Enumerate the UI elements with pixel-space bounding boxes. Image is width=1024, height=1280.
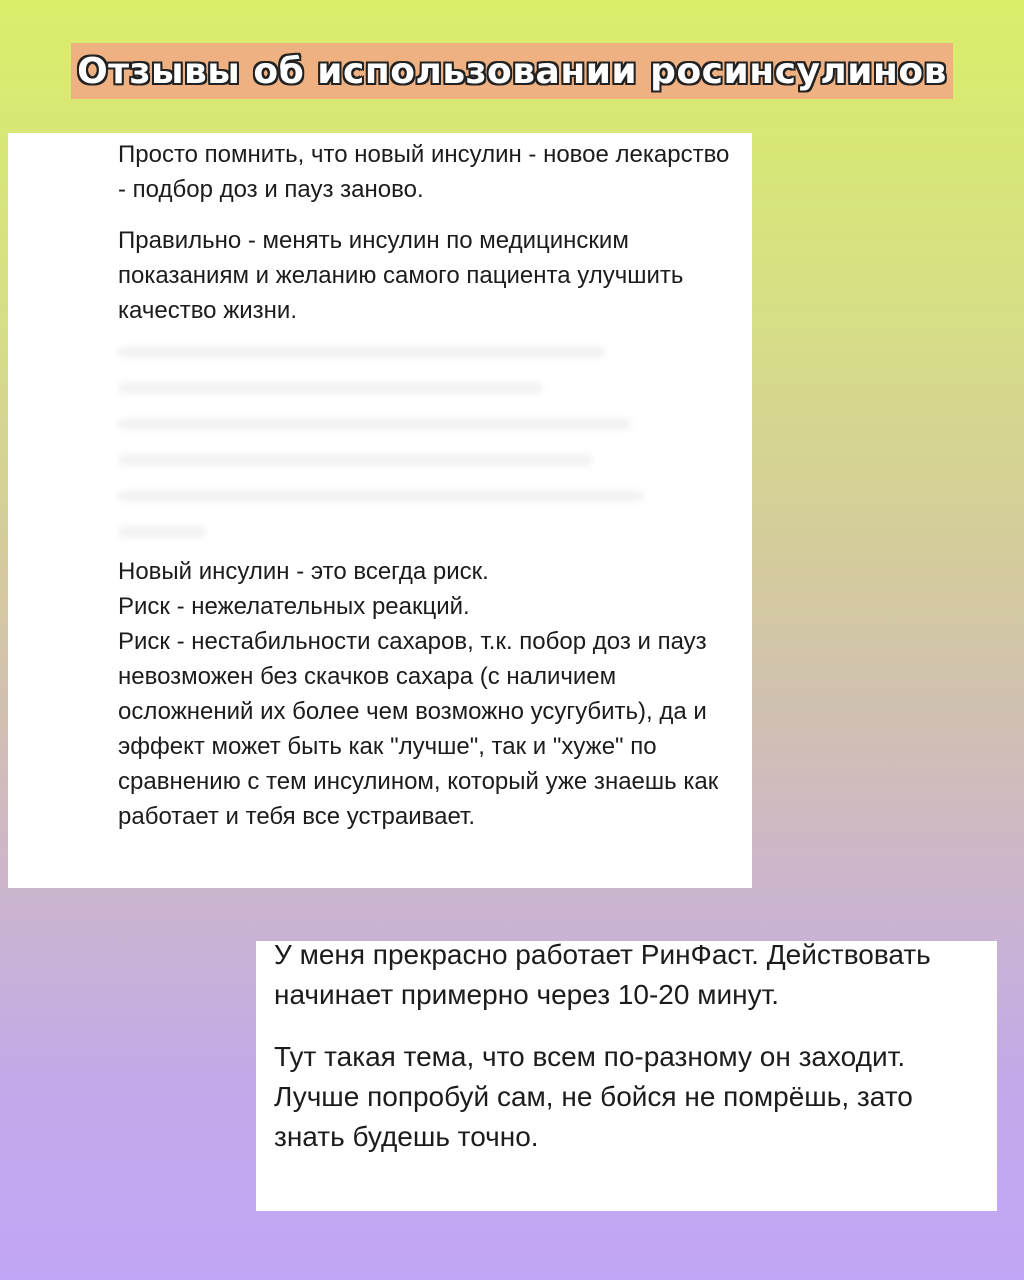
blurred-line (118, 346, 606, 358)
review-1-line-3: Риск - нестабильности сахаров, т.к. побор доз и пауз невозможен без скачков сахара (с наличием осложнений их более чем возможно усугубить), да и эффект может быть как "лучше", так и "хуже" по сравнению с тем инсулином, который уже знаешь как работает и тебя все устраивает. (118, 628, 719, 830)
blurred-line (118, 382, 543, 394)
paragraph-gap (274, 1015, 984, 1037)
review-1-line-1: Новый инсулин - это всегда риск. (118, 558, 489, 585)
review-card-2 (256, 941, 997, 1211)
review-2-paragraph-1: У меня прекрасно работает РинФаст. Действовать начинает примерно через 10-20 минут. (274, 939, 931, 1010)
review-1-paragraph-2: Правильно - менять инсулин по медицинским показаниям и желанию самого пациента улучшить качество жизни. (118, 227, 684, 324)
review-1-paragraph-1: Просто помнить, что новый инсулин - новое лекарство - подбор доз и пауз заново. (118, 141, 730, 203)
page-title: Отзывы об использовании росинсулинов (77, 50, 947, 92)
review-2-paragraph-2: Тут такая тема, что всем по-разному он заходит. Лучше попробуй сам, не бойся не помрёшь, зато знать будешь точно. (274, 1041, 913, 1152)
blurred-line (118, 418, 631, 430)
blurred-text-block (118, 346, 743, 554)
blurred-line (118, 454, 593, 466)
review-card-2-content (274, 935, 984, 1157)
blurred-line (118, 526, 206, 538)
review-card-1-content (118, 137, 743, 834)
review-card-1 (8, 133, 752, 888)
review-1-line-2: Риск - нежелательных реакций. (118, 593, 470, 620)
blurred-line (118, 490, 643, 502)
paragraph-gap (118, 207, 743, 223)
title-banner (71, 43, 953, 99)
